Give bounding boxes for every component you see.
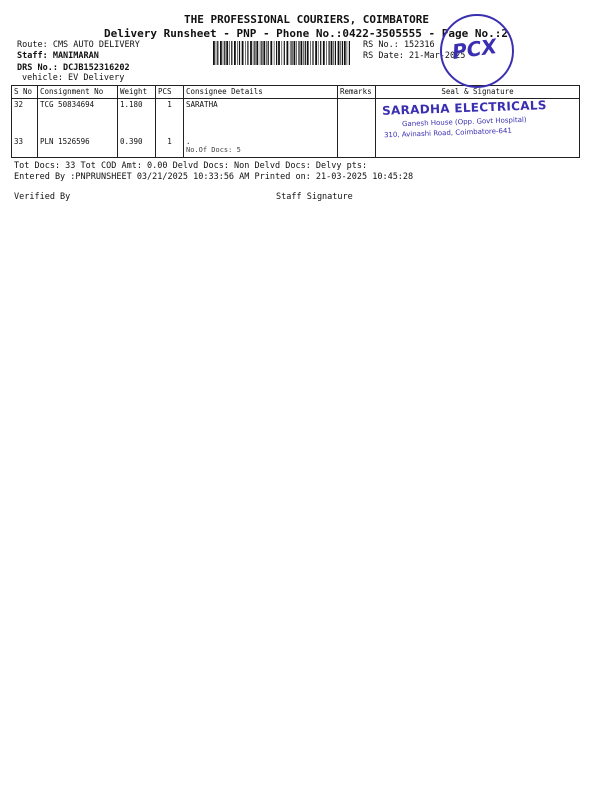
header-seal: Seal & Signature: [376, 86, 580, 99]
barcode-bar: [296, 41, 297, 65]
table-header-row: [12, 86, 580, 99]
barcode-bar: [298, 41, 299, 65]
barcode-bar: [245, 41, 246, 65]
barcode-bar: [347, 41, 348, 65]
header-remarks: Remarks: [338, 86, 376, 99]
barcode-bar: [303, 41, 304, 65]
barcode-bar: [326, 41, 327, 65]
barcode-bar: [276, 41, 277, 65]
barcode-bar: [323, 41, 325, 65]
barcode-bar: [331, 41, 333, 65]
barcode-bar: [242, 41, 244, 65]
row-weight: 1.180: [120, 100, 143, 110]
row-docs-note: No.Of Docs: 5: [186, 146, 241, 155]
barcode-bar: [260, 41, 261, 65]
barcode-bar: [216, 41, 217, 65]
row-pcs-cell: [156, 99, 184, 158]
row-sno: 33: [14, 137, 24, 147]
row-sno: 32: [14, 100, 24, 110]
row-sno-cell: [12, 99, 38, 158]
header-consignee: Consignee Details: [184, 86, 338, 99]
barcode-bar: [290, 41, 291, 65]
barcode-bar: [340, 41, 341, 65]
barcode-bar: [335, 41, 336, 65]
header-sno: S No: [12, 86, 38, 99]
barcode-bar: [231, 41, 232, 65]
barcode-bar: [278, 41, 280, 65]
row-consignee: .: [186, 137, 191, 147]
company-title: THE PROFESSIONAL COURIERS, COIMBATORE: [184, 13, 430, 26]
row-seal-cell: [376, 99, 580, 158]
barcode-bar: [229, 41, 230, 65]
barcode-bar: [338, 41, 340, 65]
row-remarks-cell: [338, 99, 376, 158]
row-weight-cell: [118, 99, 156, 158]
barcode-bar: [284, 41, 285, 65]
barcode-bar: [291, 41, 292, 65]
vehicle-label: vehicle: EV Delivery: [22, 73, 125, 83]
stamp-address-2: 310, Avinashi Road, Coimbatore-641: [383, 126, 512, 140]
drs-number: DRS No.: DCJB152316202: [17, 63, 130, 73]
barcode-bar: [268, 41, 269, 65]
barcode-bar: [310, 41, 311, 65]
barcode-bar: [224, 41, 225, 65]
barcode-bar: [213, 41, 215, 65]
totals-line: Tot Docs: 33 Tot COD Amt: 0.00 Delvd Docs: Non Delvd Docs: Delvy pts:: [14, 161, 368, 171]
row-consignment: TCG 50834694: [40, 100, 95, 110]
barcode-bar: [237, 41, 238, 65]
row-weight: 0.390: [120, 137, 143, 147]
barcode-bar: [307, 41, 309, 65]
barcode-bar: [261, 41, 262, 65]
table-row: [12, 99, 580, 158]
barcode-bar: [270, 41, 272, 65]
barcode-bar: [217, 41, 218, 65]
barcode-bar: [329, 41, 330, 65]
barcode-bar: [342, 41, 343, 65]
barcode-bar: [349, 41, 350, 65]
row-consignee: SARATHA: [186, 100, 218, 110]
rs-date: RS Date: 21-Mar-2025: [363, 51, 466, 61]
runsheet-subtitle: Delivery Runsheet - PNP - Phone No.:0422-3505555 - Page No.:2: [104, 27, 508, 40]
runsheet-table: [11, 85, 580, 158]
barcode-bar: [226, 41, 228, 65]
entered-by-line: Entered By :PNPRUNSHEET 03/21/2025 10:33:56 AM Printed on: 21-03-2025 10:45:28: [14, 172, 414, 182]
barcode-bar: [263, 41, 265, 65]
row-consignment-cell: [38, 99, 118, 158]
header-weight: Weight: [118, 86, 156, 99]
barcode-bar: [247, 41, 248, 65]
barcode-bar: [220, 41, 222, 65]
verified-by-label: Verified By: [14, 192, 71, 202]
header-pcs: PCS: [156, 86, 184, 99]
barcode-bar: [318, 41, 319, 65]
row-pcs: 1: [167, 137, 172, 147]
staff-label: Staff: MANIMARAN: [17, 51, 99, 61]
staff-signature-label: Staff Signature: [276, 192, 353, 202]
barcode-bar: [320, 41, 321, 65]
barcode-bar: [333, 41, 334, 65]
barcode-image: [212, 41, 352, 65]
barcode-bar: [315, 41, 317, 65]
header-consignment: Consignment No: [38, 86, 118, 99]
barcode-bar: [287, 41, 289, 65]
route-label: Route: CMS AUTO DELIVERY: [17, 40, 140, 50]
company-stamp: SARADHA ELECTRICALS: [381, 98, 547, 119]
barcode-bar: [344, 41, 346, 65]
initials-stamp: PCX: [450, 34, 499, 64]
barcode-bar: [312, 41, 313, 65]
barcode-bar: [250, 41, 252, 65]
row-pcs: 1: [167, 100, 172, 110]
barcode-bar: [254, 41, 255, 65]
barcode-bar: [274, 41, 275, 65]
barcode-bar: [223, 41, 224, 65]
stamp-address-1: Ganesh House (Opp. Govt Hospital): [401, 115, 527, 129]
barcode-bar: [234, 41, 236, 65]
barcode-bar: [256, 41, 258, 65]
barcode-bar: [301, 41, 303, 65]
rs-number: RS No.: 152316: [363, 40, 435, 50]
barcode-bar: [266, 41, 267, 65]
barcode-bar: [294, 41, 296, 65]
row-consignment: PLN 1526596: [40, 137, 90, 147]
row-consignee-cell: [184, 99, 338, 158]
barcode-bar: [253, 41, 254, 65]
barcode-bar: [239, 41, 240, 65]
barcode-bar: [305, 41, 306, 65]
barcode-bar: [282, 41, 283, 65]
